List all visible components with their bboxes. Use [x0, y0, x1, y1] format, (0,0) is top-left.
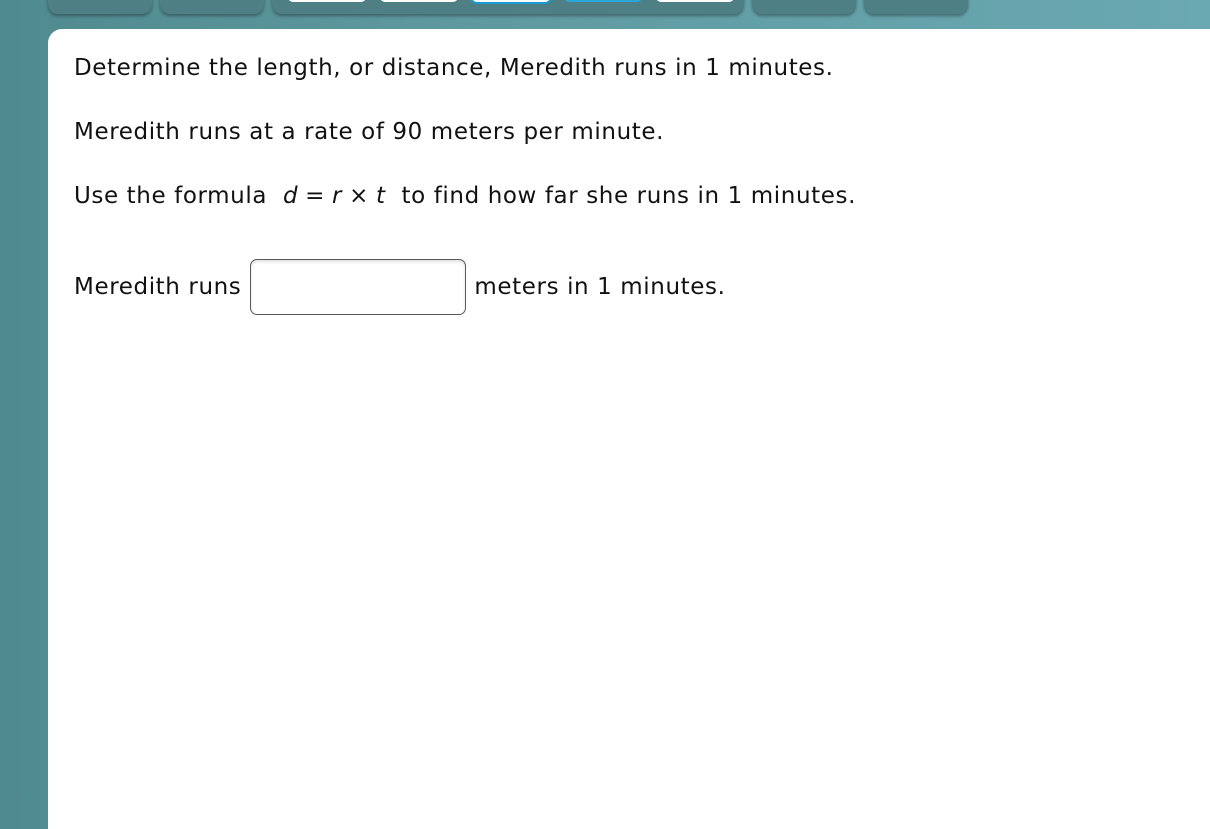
answer-prefix: Meredith runs — [74, 274, 242, 300]
top-navigation — [0, 0, 1210, 28]
answer-input[interactable] — [250, 259, 466, 315]
question-slot-5[interactable] — [656, 0, 734, 2]
question-line-1: Determine the length, or distance, Meredith runs in 1 minutes. — [74, 55, 834, 81]
answer-suffix: meters in 1 minutes. — [474, 274, 726, 300]
question-slot-1[interactable] — [288, 0, 366, 2]
formula-suffix: to find how far she runs in 1 minutes. — [401, 183, 856, 209]
nav-button-3[interactable] — [752, 0, 856, 14]
question-progress-group — [272, 0, 744, 14]
nav-button-2[interactable] — [160, 0, 264, 14]
answer-line — [74, 259, 726, 315]
formula-prefix: Use the formula — [74, 183, 268, 209]
nav-button-1[interactable] — [48, 0, 152, 14]
formula-equals: = — [305, 183, 326, 209]
question-line-3 — [74, 183, 856, 209]
question-line-2: Meredith runs at a rate of 90 meters per minute. — [74, 119, 665, 145]
formula-times: × — [349, 183, 369, 209]
question-slot-4[interactable] — [564, 0, 642, 2]
nav-button-4[interactable] — [864, 0, 968, 14]
question-panel — [48, 29, 1210, 829]
formula-r: r — [332, 183, 343, 209]
formula-d: d — [282, 183, 299, 209]
formula-t: t — [375, 183, 386, 209]
question-slot-3-current[interactable] — [472, 0, 550, 2]
question-slot-2[interactable] — [380, 0, 458, 2]
